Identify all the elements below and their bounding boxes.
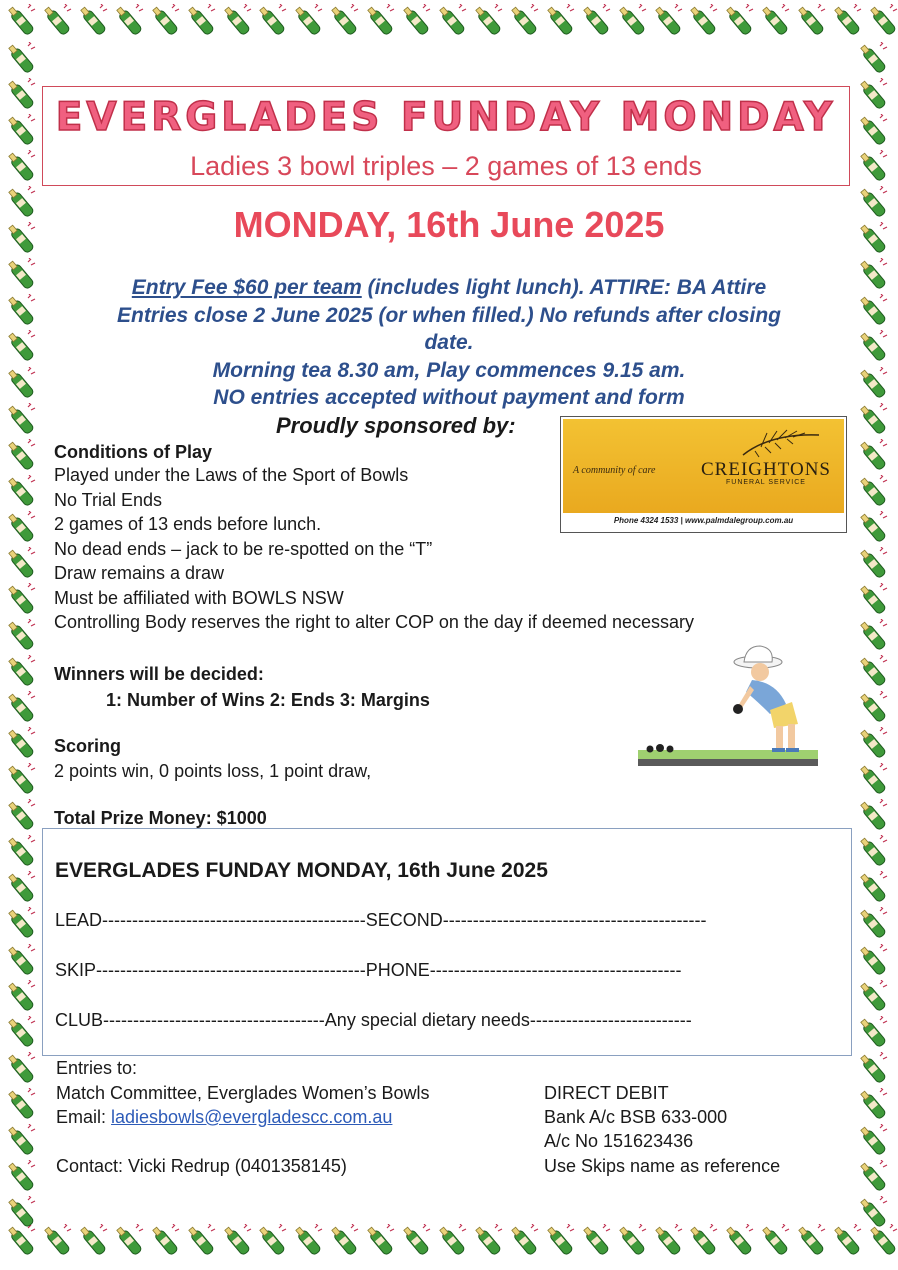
champagne-bottle-icon: [399, 1224, 433, 1263]
email-label: Email:: [56, 1107, 112, 1127]
champagne-bottle-icon: [4, 1196, 38, 1235]
champagne-bottle-icon: [4, 1052, 38, 1091]
sponsor-tagline: A community of care: [573, 465, 656, 476]
condition-item: Played under the Laws of the Sport of Bowls: [54, 465, 409, 485]
condition-item: No dead ends – jack to be re-spotted on the “T”: [54, 539, 433, 559]
debit-heading: DIRECT DEBIT: [544, 1083, 669, 1103]
champagne-bottle-icon: [856, 799, 890, 838]
champagne-bottle-icon: [856, 1088, 890, 1127]
champagne-bottle-icon: [686, 4, 720, 43]
champagne-bottle-icon: [4, 583, 38, 622]
champagne-bottle-icon: [4, 655, 38, 694]
champagne-bottle-icon: [856, 655, 890, 694]
condition-item: 2 games of 13 ends before lunch.: [54, 514, 322, 534]
champagne-bottle-icon: [856, 367, 890, 406]
champagne-bottle-icon: [4, 114, 38, 153]
champagne-bottle-icon: [543, 4, 577, 43]
condition-item: Controlling Body reserves the right to alter COP on the day if deemed necessary: [54, 612, 695, 632]
champagne-bottle-icon: [40, 1224, 74, 1263]
prize-money: Total Prize Money: $1000: [54, 808, 267, 828]
champagne-bottle-icon: [4, 4, 38, 43]
champagne-bottle-icon: [4, 691, 38, 730]
champagne-bottle-icon: [507, 4, 541, 43]
champagne-bottle-icon: [856, 1196, 890, 1235]
form-line-skip-phone[interactable]: SKIP---------------------------------------------PHONE------------------------------------------: [55, 960, 682, 980]
champagne-bottle-icon: [4, 150, 38, 189]
condition-item: No Trial Ends: [54, 490, 163, 510]
champagne-bottle-icon: [4, 1016, 38, 1055]
champagne-bottle-icon: [856, 294, 890, 333]
conditions-heading: Conditions of Play: [54, 442, 213, 462]
champagne-bottle-icon: [327, 1224, 361, 1263]
entries-email-line: [56, 1107, 392, 1128]
champagne-bottle-icon: [543, 1224, 577, 1263]
champagne-bottle-icon: [363, 1224, 397, 1263]
champagne-bottle-icon: [435, 4, 469, 43]
debit-bsb: Bank A/c BSB 633-000: [544, 1107, 728, 1127]
champagne-bottle-icon: [291, 1224, 325, 1263]
entry-form: [42, 828, 852, 1056]
sponsor-contact: Phone 4324 1533 | www.palmdalegroup.com.au: [613, 516, 794, 525]
champagne-bottle-icon: [4, 547, 38, 586]
lawn-bowler-illustration: [636, 640, 822, 770]
champagne-bottle-icon: [4, 330, 38, 369]
champagne-bottle-icon: [220, 1224, 254, 1263]
champagne-bottle-icon: [856, 330, 890, 369]
champagne-bottle-icon: [686, 1224, 720, 1263]
champagne-bottle-icon: [4, 1088, 38, 1127]
border-top: [0, 0, 898, 40]
sponsor-label: Proudly sponsored by:: [276, 413, 516, 438]
champagne-bottle-icon: [4, 871, 38, 910]
winners-heading: Winners will be decided:: [54, 664, 264, 684]
champagne-bottle-icon: [856, 403, 890, 442]
champagne-bottle-icon: [40, 4, 74, 43]
champagne-bottle-icon: [856, 763, 890, 802]
condition-item: Must be affiliated with BOWLS NSW: [54, 588, 344, 608]
champagne-bottle-icon: [4, 367, 38, 406]
border-bottom: [0, 1220, 898, 1260]
champagne-bottle-icon: [471, 1224, 505, 1263]
no-entries-notice: NO entries accepted without payment and form: [213, 386, 685, 409]
champagne-bottle-icon: [435, 1224, 469, 1263]
entry-fee-line: [40, 274, 858, 301]
champagne-bottle-icon: [4, 727, 38, 766]
champagne-bottle-icon: [856, 475, 890, 514]
event-date: MONDAY, 16th June 2025: [233, 204, 665, 245]
champagne-bottle-icon: [856, 944, 890, 983]
champagne-bottle-icon: [4, 980, 38, 1019]
winners-criteria: 1: Number of Wins 2: Ends 3: Margins: [106, 690, 430, 710]
champagne-bottle-icon: [255, 1224, 289, 1263]
champagne-bottle-icon: [615, 4, 649, 43]
champagne-bottle-icon: [4, 403, 38, 442]
champagne-bottle-icon: [4, 511, 38, 550]
champagne-bottle-icon: [856, 980, 890, 1019]
champagne-bottle-icon: [866, 4, 898, 43]
debit-reference: Use Skips name as reference: [544, 1156, 781, 1176]
champagne-bottle-icon: [856, 150, 890, 189]
champagne-bottle-icon: [4, 42, 38, 81]
champagne-bottle-icon: [856, 871, 890, 910]
champagne-bottle-icon: [856, 619, 890, 658]
champagne-bottle-icon: [830, 4, 864, 43]
champagne-bottle-icon: [507, 1224, 541, 1263]
champagne-bottle-icon: [112, 4, 146, 43]
champagne-bottle-icon: [722, 4, 756, 43]
champagne-bottle-icon: [856, 691, 890, 730]
champagne-bottle-icon: [4, 907, 38, 946]
champagne-bottle-icon: [856, 547, 890, 586]
sponsor-subname: FUNERAL SERVICE: [726, 479, 806, 486]
champagne-bottle-icon: [4, 799, 38, 838]
champagne-bottle-icon: [4, 835, 38, 874]
entry-fee: Entry Fee $60 per team: [131, 276, 362, 299]
champagne-bottle-icon: [758, 1224, 792, 1263]
condition-item: Draw remains a draw: [54, 563, 225, 583]
email-link[interactable]: ladiesbowls@evergladescc.com.au: [111, 1107, 393, 1127]
champagne-bottle-icon: [327, 4, 361, 43]
champagne-bottle-icon: [856, 42, 890, 81]
champagne-bottle-icon: [758, 4, 792, 43]
champagne-bottle-icon: [4, 439, 38, 478]
champagne-bottle-icon: [856, 727, 890, 766]
form-line-lead-second[interactable]: LEAD--------------------------------------------SECOND--------------------------------------------: [55, 910, 707, 930]
champagne-bottle-icon: [255, 4, 289, 43]
entry-fee-rest: (includes light lunch). ATTIRE: BA Attire: [361, 276, 767, 299]
champagne-bottle-icon: [856, 511, 890, 550]
champagne-bottle-icon: [579, 1224, 613, 1263]
form-title: EVERGLADES FUNDAY MONDAY, 16th June 2025: [55, 859, 548, 882]
champagne-bottle-icon: [856, 1016, 890, 1055]
sponsor-logo: [560, 416, 847, 533]
champagne-bottle-icon: [471, 4, 505, 43]
scoring-heading: Scoring: [54, 736, 122, 756]
contact: Contact: Vicki Redrup (0401358145): [56, 1156, 347, 1176]
champagne-bottle-icon: [4, 944, 38, 983]
event-title: EVERGLADES FUNDAY MONDAY: [55, 95, 837, 140]
entries-close-cont: date.: [424, 331, 474, 354]
champagne-bottle-icon: [76, 1224, 110, 1263]
champagne-bottle-icon: [112, 1224, 146, 1263]
champagne-bottle-icon: [651, 1224, 685, 1263]
champagne-bottle-icon: [4, 763, 38, 802]
champagne-bottle-icon: [148, 4, 182, 43]
champagne-bottle-icon: [856, 583, 890, 622]
scoring-text: 2 points win, 0 points loss, 1 point draw,: [54, 761, 372, 781]
entries-heading: Entries to:: [56, 1058, 138, 1078]
sponsor-banner: [563, 419, 844, 513]
champagne-bottle-icon: [856, 835, 890, 874]
champagne-bottle-icon: [856, 439, 890, 478]
champagne-bottle-icon: [856, 1124, 890, 1163]
champagne-bottle-icon: [4, 475, 38, 514]
debit-account: A/c No 151623436: [544, 1131, 694, 1151]
champagne-bottle-icon: [4, 78, 38, 117]
champagne-bottle-icon: [399, 4, 433, 43]
champagne-bottle-icon: [794, 1224, 828, 1263]
champagne-bottle-icon: [856, 78, 890, 117]
champagne-bottle-icon: [651, 4, 685, 43]
title-box: [42, 86, 850, 186]
champagne-bottle-icon: [148, 1224, 182, 1263]
champagne-bottle-icon: [4, 1160, 38, 1199]
champagne-bottle-icon: [184, 1224, 218, 1263]
champagne-bottle-icon: [4, 619, 38, 658]
champagne-bottle-icon: [184, 4, 218, 43]
entries-org: Match Committee, Everglades Women’s Bowls: [56, 1083, 430, 1103]
champagne-bottle-icon: [4, 294, 38, 333]
champagne-bottle-icon: [220, 4, 254, 43]
feather-icon: [741, 429, 821, 459]
event-subtitle: Ladies 3 bowl triples – 2 games of 13 ends: [190, 151, 702, 181]
champagne-bottle-icon: [856, 114, 890, 153]
champagne-bottle-icon: [856, 907, 890, 946]
champagne-bottle-icon: [615, 1224, 649, 1263]
champagne-bottle-icon: [76, 4, 110, 43]
champagne-bottle-icon: [722, 1224, 756, 1263]
champagne-bottle-icon: [363, 4, 397, 43]
sponsor-name: CREIGHTONS: [701, 459, 831, 480]
champagne-bottle-icon: [4, 258, 38, 297]
champagne-bottle-icon: [856, 1052, 890, 1091]
champagne-bottle-icon: [4, 1124, 38, 1163]
champagne-bottle-icon: [579, 4, 613, 43]
champagne-bottle-icon: [856, 258, 890, 297]
morning-tea: Morning tea 8.30 am, Play commences 9.15 am.: [212, 359, 686, 382]
form-line-club-dietary[interactable]: CLUB-------------------------------------Any special dietary needs---------------------------: [55, 1010, 692, 1030]
entries-close: Entries close 2 June 2025 (or when filled.) No refunds after closing: [116, 304, 781, 327]
champagne-bottle-icon: [794, 4, 828, 43]
champagne-bottle-icon: [291, 4, 325, 43]
champagne-bottle-icon: [856, 1160, 890, 1199]
